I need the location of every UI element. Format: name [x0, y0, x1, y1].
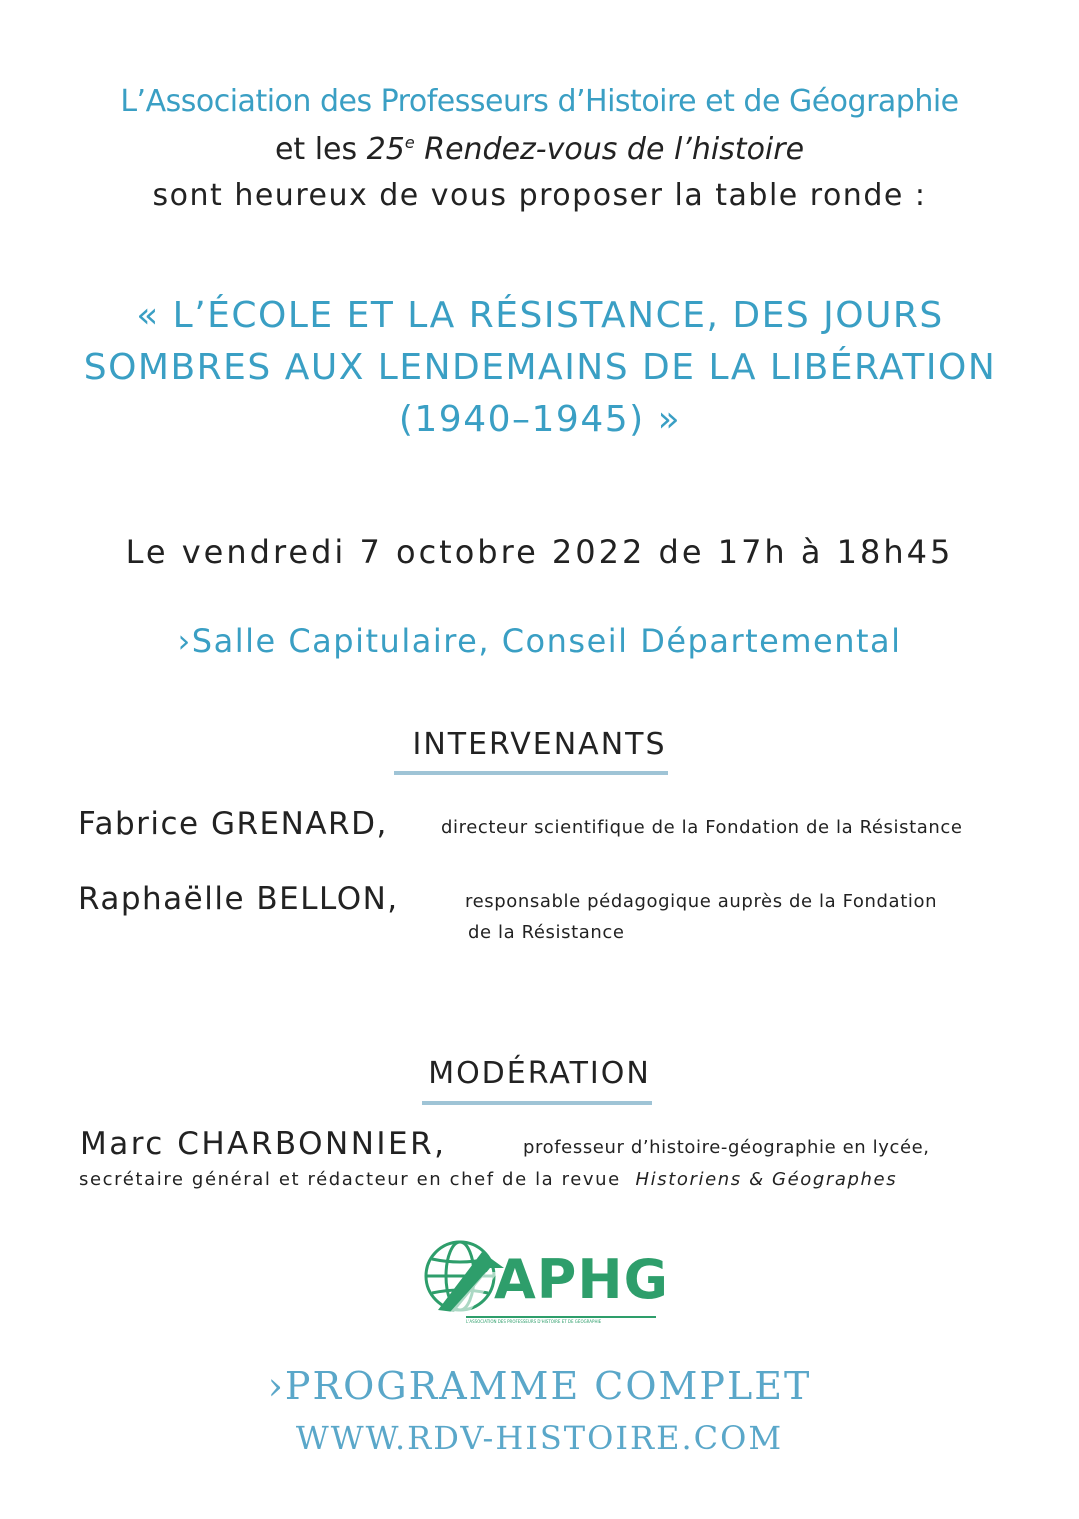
event-series-line: et les 25e Rendez-vous de l’histoire [274, 132, 805, 167]
aphg-logo [420, 1232, 669, 1328]
program-link[interactable]: ›PROGRAMME COMPLET [267, 1364, 812, 1408]
speaker-role: responsable pédagogique auprès de la Fondation [465, 891, 938, 912]
speakers-heading-underline [394, 771, 668, 775]
title-line-3: (1940–1945) » [398, 399, 682, 440]
event-venue: ›Salle Capitulaire, Conseil Départemental [177, 622, 902, 660]
speakers-heading: INTERVENANTS [412, 727, 667, 762]
logo-text: APHG [494, 1248, 669, 1311]
title-line-2: SOMBRES AUX LENDEMAINS DE LA LIBÉRATION [83, 347, 997, 388]
speaker-role: directeur scientifique de la Fondation de la Résistance [441, 817, 963, 838]
series-name: 25e Rendez-vous de l’histoire [366, 132, 805, 167]
moderation-heading-underline [422, 1101, 652, 1105]
title-line-1: « L’ÉCOLE ET LA RÉSISTANCE, DES JOURS [136, 295, 944, 336]
invitation-line: sont heureux de vous proposer la table ronde : [152, 178, 927, 213]
journal-name: Historiens & Géographes [635, 1169, 898, 1190]
website-link[interactable]: WWW.RDV-HISTOIRE.COM [295, 1419, 784, 1457]
association-name: L’Association des Professeurs d’Histoire et de Géographie [120, 84, 959, 119]
moderator-name: Marc CHARBONNIER, [80, 1126, 447, 1162]
speaker-role-continued: de la Résistance [468, 922, 625, 943]
chevron-right-icon: › [267, 1364, 285, 1408]
moderator-role-continued: secrétaire général et rédacteur en chef de la revue Historiens & Géographes [79, 1169, 898, 1190]
speaker-name: Fabrice GRENARD, [78, 806, 388, 842]
round-table-title [60, 290, 1020, 446]
chevron-right-icon: › [177, 622, 192, 660]
moderation-heading: MODÉRATION [428, 1056, 651, 1091]
event-date: Le vendredi 7 octobre 2022 de 17h à 18h45 [125, 533, 954, 571]
speaker-name: Raphaëlle BELLON, [78, 881, 399, 917]
moderator-role: professeur d’histoire-géographie en lycée, [523, 1137, 930, 1158]
logo-subtitle: L'ASSOCIATION DES PROFESSEURS D'HISTOIRE ET DE GÉOGRAPHIE [466, 1319, 602, 1324]
